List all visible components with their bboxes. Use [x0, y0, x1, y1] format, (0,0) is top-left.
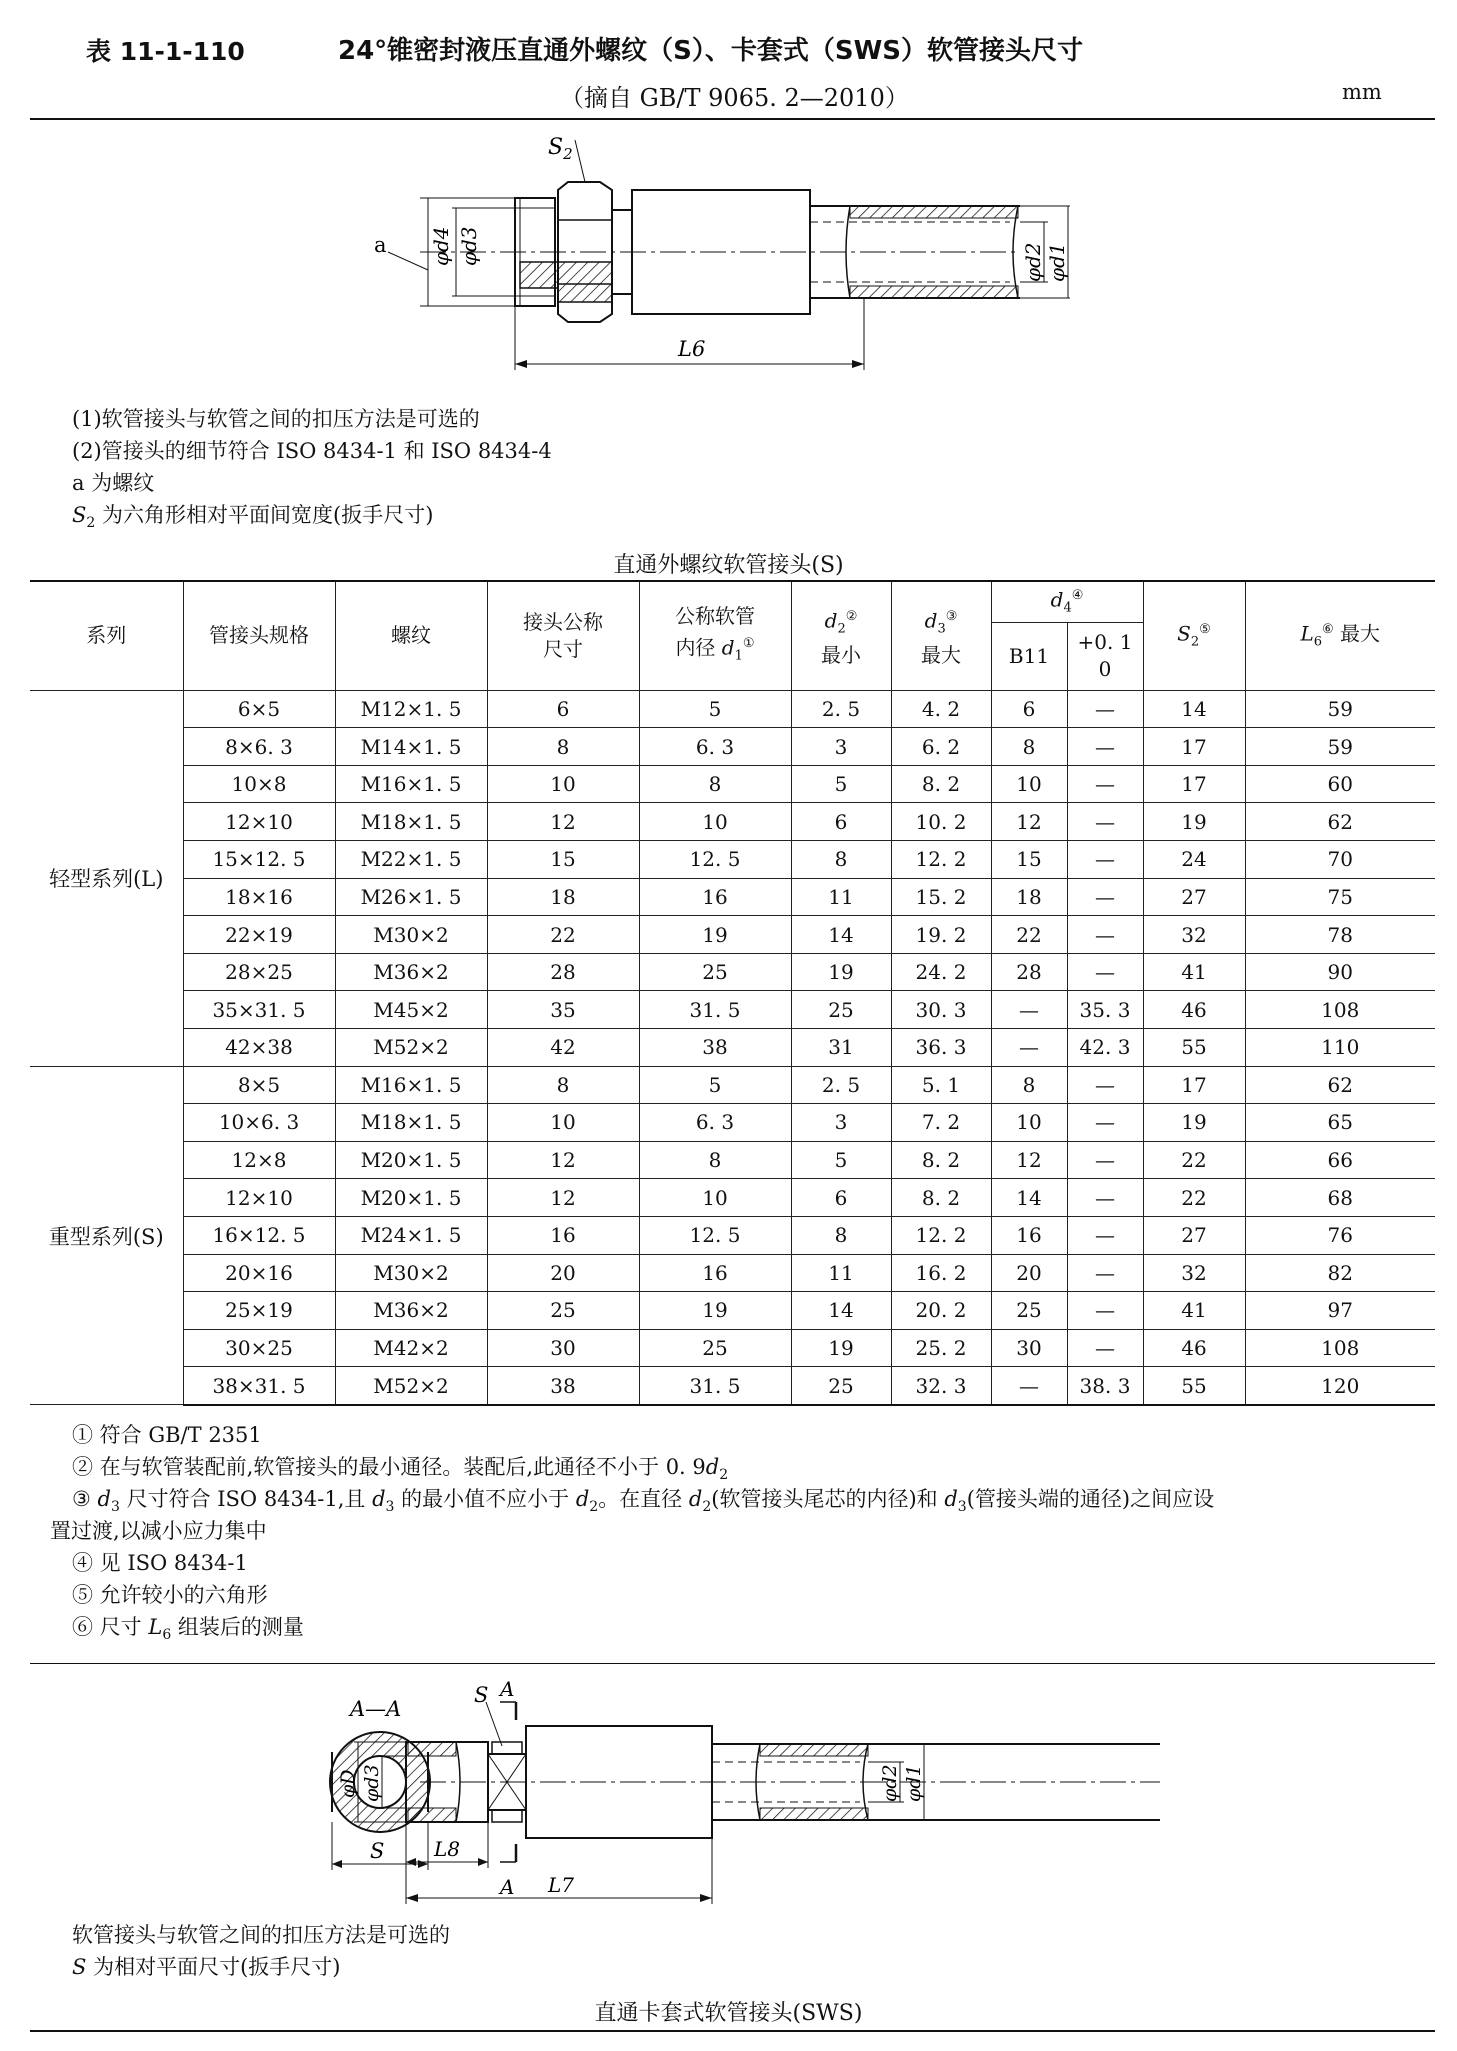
- table-cell: 35×31. 5: [183, 991, 335, 1029]
- header-series: 系列: [30, 581, 183, 690]
- table-cell: 41: [1143, 953, 1245, 991]
- table-cell: M18×1. 5: [335, 803, 487, 841]
- table-cell: 11: [791, 1254, 891, 1292]
- table-cell: —: [1067, 1066, 1143, 1104]
- table-cell: —: [1067, 690, 1143, 728]
- table-number: 表 11-1-110: [86, 37, 245, 66]
- table-cell: 32: [1143, 916, 1245, 954]
- label-s-section: S: [370, 1839, 385, 1863]
- table-cell: 90: [1245, 953, 1435, 991]
- table-cell: 8. 2: [891, 1141, 991, 1179]
- table-cell: 66: [1245, 1141, 1435, 1179]
- table-cell: 24. 2: [891, 953, 991, 991]
- table-cell: 12. 2: [891, 1216, 991, 1254]
- table-cell: 8. 2: [891, 765, 991, 803]
- label-d2-fig2: φd2: [879, 1764, 901, 1802]
- table-cell: 8: [791, 841, 891, 879]
- table-cell: M26×1. 5: [335, 878, 487, 916]
- table-cell: 19. 2: [891, 916, 991, 954]
- table-row: [30, 953, 1435, 991]
- table-cell: 2. 5: [791, 690, 891, 728]
- table-cell: 20: [487, 1254, 639, 1292]
- header-thread: 螺纹: [335, 581, 487, 690]
- table-cell: 16: [639, 1254, 791, 1292]
- table-cell: —: [1067, 1329, 1143, 1367]
- table-cell: 38. 3: [1067, 1367, 1143, 1405]
- table-cell: 6. 3: [639, 1104, 791, 1142]
- table-caption: 直通外螺纹软管接头(S): [613, 553, 844, 578]
- table-cell: 2. 5: [791, 1066, 891, 1104]
- series-cell: 重型系列(S): [30, 1066, 183, 1405]
- table-cell: 31. 5: [639, 991, 791, 1029]
- table-cell: 6: [791, 1179, 891, 1217]
- table-row: [30, 841, 1435, 879]
- label-a-bottom: A: [500, 1875, 515, 1899]
- table-cell: M16×1. 5: [335, 1066, 487, 1104]
- table-cell: 5: [639, 1066, 791, 1104]
- table-cell: 10: [639, 803, 791, 841]
- label-a: a: [374, 233, 387, 257]
- header-d2: $d_2^②$ 最小: [791, 581, 891, 690]
- table-cell: 18: [487, 878, 639, 916]
- note-bottom-2: S 为相对平面尺寸(扳手尺寸): [72, 1955, 341, 1979]
- table-cell: 30×25: [183, 1329, 335, 1367]
- table-cell: 14: [991, 1179, 1067, 1217]
- bottom-rule: [30, 2030, 1435, 2032]
- table-cell: 41: [1143, 1292, 1245, 1330]
- table-cell: 30: [487, 1329, 639, 1367]
- table-cell: 16×12. 5: [183, 1216, 335, 1254]
- table-cell: 10×6. 3: [183, 1104, 335, 1142]
- table-cell: 10×8: [183, 765, 335, 803]
- footnote-6: ⑥ 尺寸 $L_6$ 组装后的测量: [72, 1615, 304, 1644]
- table-cell: 12×10: [183, 1179, 335, 1217]
- table-cell: 25: [791, 991, 891, 1029]
- table-cell: 11: [791, 878, 891, 916]
- table-cell: —: [1067, 728, 1143, 766]
- table-cell: M12×1. 5: [335, 690, 487, 728]
- table-cell: 18×16: [183, 878, 335, 916]
- header-d4: $d_4^④$: [991, 581, 1143, 622]
- table-cell: 31. 5: [639, 1367, 791, 1405]
- table-cell: 22: [1143, 1179, 1245, 1217]
- table-cell: 6. 3: [639, 728, 791, 766]
- table-row: [30, 1216, 1435, 1254]
- label-s: S: [474, 1683, 489, 1707]
- table-cell: M22×1. 5: [335, 841, 487, 879]
- table-row: [30, 1104, 1435, 1142]
- table-cell: 10. 2: [891, 803, 991, 841]
- table-cell: 19: [639, 916, 791, 954]
- table-cell: M36×2: [335, 953, 487, 991]
- table-cell: 25: [487, 1292, 639, 1330]
- table-cell: M30×2: [335, 1254, 487, 1292]
- label-l8: L8: [434, 1837, 461, 1861]
- table-cell: M42×2: [335, 1329, 487, 1367]
- header-d3: $d_3^③$ 最大: [891, 581, 991, 690]
- table-cell: 8×5: [183, 1066, 335, 1104]
- table-cell: M18×1. 5: [335, 1104, 487, 1142]
- table-cell: 6: [991, 690, 1067, 728]
- table-cell: 108: [1245, 1329, 1435, 1367]
- table-cell: 46: [1143, 991, 1245, 1029]
- table-cell: 12. 5: [639, 1216, 791, 1254]
- table-cell: 20. 2: [891, 1292, 991, 1330]
- table-cell: 19: [791, 1329, 891, 1367]
- table-cell: 76: [1245, 1216, 1435, 1254]
- table-cell: 12. 2: [891, 841, 991, 879]
- table-cell: 28×25: [183, 953, 335, 991]
- table-cell: 12×10: [183, 803, 335, 841]
- table-row: [30, 1367, 1435, 1405]
- table-cell: 6: [487, 690, 639, 728]
- table-cell: 17: [1143, 1066, 1245, 1104]
- table-cell: 25: [791, 1367, 891, 1405]
- table-cell: 24: [1143, 841, 1245, 879]
- table-cell: 8: [791, 1216, 891, 1254]
- table-cell: 10: [487, 1104, 639, 1142]
- table-cell: 16: [991, 1216, 1067, 1254]
- table-cell: 65: [1245, 1104, 1435, 1142]
- table-cell: 59: [1245, 690, 1435, 728]
- table-cell: M20×1. 5: [335, 1141, 487, 1179]
- dimension-table: [30, 580, 1435, 1406]
- table-cell: 30. 3: [891, 991, 991, 1029]
- table-row: [30, 1329, 1435, 1367]
- table-cell: 19: [791, 953, 891, 991]
- table-row: [30, 878, 1435, 916]
- footnote-4: ④ 见 ISO 8434-1: [72, 1551, 248, 1575]
- table-cell: —: [1067, 1254, 1143, 1292]
- table-cell: 16: [639, 878, 791, 916]
- label-d4: φd4: [429, 226, 453, 266]
- header-tolerance: +0. 1 0: [1067, 622, 1143, 690]
- table-cell: 14: [791, 916, 891, 954]
- table-cell: 10: [639, 1179, 791, 1217]
- table-cell: 6×5: [183, 690, 335, 728]
- table-cell: 31: [791, 1029, 891, 1067]
- table-cell: 120: [1245, 1367, 1435, 1405]
- footnote-2: ② 在与软管装配前,软管接头的最小通径。装配后,此通径不小于 0. $9d_2$: [72, 1455, 729, 1484]
- table-cell: 110: [1245, 1029, 1435, 1067]
- table-cell: 82: [1245, 1254, 1435, 1292]
- table-cell: 27: [1143, 1216, 1245, 1254]
- header-rule: [30, 118, 1435, 120]
- table-cell: M52×2: [335, 1367, 487, 1405]
- note-top-2: (2)管接头的细节符合 ISO 8434-1 和 ISO 8434-4: [72, 439, 552, 463]
- table-cell: —: [1067, 1216, 1143, 1254]
- header-l6: $L_6^⑥$ 最大: [1245, 581, 1435, 690]
- table-cell: 19: [639, 1292, 791, 1330]
- straight-thread-fitting-drawing: [374, 130, 1080, 390]
- table-cell: 46: [1143, 1329, 1245, 1367]
- bite-type-fitting-drawing: [320, 1672, 1180, 1912]
- unit-label: mm: [1342, 80, 1382, 104]
- table-row: [30, 690, 1435, 728]
- table-cell: 12: [991, 803, 1067, 841]
- note-bottom-1: 软管接头与软管之间的扣压方法是可选的: [72, 1923, 450, 1947]
- table-cell: —: [1067, 803, 1143, 841]
- footnote-3: ③ $d_3$ 尺寸符合 ISO 8434-1,且 $d_3$ 的最小值不应小于 $d_2$。在直径 $d_2$(软管接头尾芯的内径)和 $d_3$(管接头端的通径)之间应设: [72, 1487, 1215, 1516]
- note-top-1: (1)软管接头与软管之间的扣压方法是可选的: [72, 407, 480, 431]
- table-cell: 5: [639, 690, 791, 728]
- label-d1: φd1: [1045, 242, 1069, 282]
- table-cell: —: [1067, 1292, 1143, 1330]
- table-row: [30, 728, 1435, 766]
- table-cell: 16. 2: [891, 1254, 991, 1292]
- table-cell: 8: [639, 765, 791, 803]
- table-cell: 12. 5: [639, 841, 791, 879]
- table-cell: 25: [991, 1292, 1067, 1330]
- table-cell: 78: [1245, 916, 1435, 954]
- table-cell: 38: [487, 1367, 639, 1405]
- table-cell: 8: [487, 1066, 639, 1104]
- table-cell: 60: [1245, 765, 1435, 803]
- table-cell: 3: [791, 728, 891, 766]
- section-label: A—A: [350, 1697, 402, 1721]
- section-rule: [30, 1663, 1435, 1664]
- table-cell: 75: [1245, 878, 1435, 916]
- table-cell: 42×38: [183, 1029, 335, 1067]
- table-cell: 68: [1245, 1179, 1435, 1217]
- header-s2: $S_2^⑤$: [1143, 581, 1245, 690]
- table-body: [30, 690, 1435, 1405]
- table-cell: 12: [487, 1141, 639, 1179]
- table-cell: 5: [791, 1141, 891, 1179]
- series-cell: 轻型系列(L): [30, 690, 183, 1066]
- page-title: 24°锥密封液压直通外螺纹（S）、卡套式（SWS）软管接头尺寸: [338, 36, 1084, 66]
- table-cell: 8: [991, 1066, 1067, 1104]
- table-cell: —: [1067, 1179, 1143, 1217]
- header-nominal: 接头公称 尺寸: [487, 581, 639, 690]
- table-cell: 35. 3: [1067, 991, 1143, 1029]
- table-cell: M14×1. 5: [335, 728, 487, 766]
- table-cell: 108: [1245, 991, 1435, 1029]
- table-cell: 59: [1245, 728, 1435, 766]
- label-d2: φd2: [1021, 242, 1045, 282]
- table-cell: 18: [991, 878, 1067, 916]
- table-cell: M20×1. 5: [335, 1179, 487, 1217]
- table-cell: 6. 2: [891, 728, 991, 766]
- table-cell: 15×12. 5: [183, 841, 335, 879]
- table-cell: 38×31. 5: [183, 1367, 335, 1405]
- table-cell: 62: [1245, 803, 1435, 841]
- footnote-3-cont: 置过渡,以减小应力集中: [50, 1519, 267, 1543]
- table-cell: 12×8: [183, 1141, 335, 1179]
- table-cell: 42. 3: [1067, 1029, 1143, 1067]
- table-cell: —: [991, 991, 1067, 1029]
- table-cell: 19: [1143, 1104, 1245, 1142]
- table-row: [30, 765, 1435, 803]
- table-cell: 10: [487, 765, 639, 803]
- table-cell: 22: [991, 916, 1067, 954]
- table-cell: 7. 2: [891, 1104, 991, 1142]
- table-row: [30, 803, 1435, 841]
- table-cell: 12: [991, 1141, 1067, 1179]
- table-cell: —: [1067, 878, 1143, 916]
- table-cell: 12: [487, 803, 639, 841]
- table-cell: 22: [487, 916, 639, 954]
- table-cell: 20: [991, 1254, 1067, 1292]
- table-cell: 4. 2: [891, 690, 991, 728]
- table-cell: 8: [487, 728, 639, 766]
- footnote-5: ⑤ 允许较小的六角形: [72, 1583, 268, 1607]
- table-cell: 8: [991, 728, 1067, 766]
- footnote-1: ① 符合 GB/T 2351: [72, 1423, 262, 1447]
- table-cell: 14: [1143, 690, 1245, 728]
- table-cell: 32: [1143, 1254, 1245, 1292]
- table-cell: 6: [791, 803, 891, 841]
- header-b11: B11: [991, 622, 1067, 690]
- table-cell: —: [991, 1029, 1067, 1067]
- label-d3: φd3: [457, 226, 481, 266]
- table-cell: 8×6. 3: [183, 728, 335, 766]
- table-cell: 27: [1143, 878, 1245, 916]
- table-row: [30, 991, 1435, 1029]
- table-cell: 20×16: [183, 1254, 335, 1292]
- table-cell: M16×1. 5: [335, 765, 487, 803]
- label-d3-fig2: φd3: [361, 1764, 383, 1802]
- note-top-4: $S_2$ 为六角形相对平面间宽度(扳手尺寸): [72, 503, 434, 532]
- label-d1-fig2: φd1: [903, 1764, 925, 1802]
- table-cell: —: [991, 1367, 1067, 1405]
- table-cell: 3: [791, 1104, 891, 1142]
- table-cell: 97: [1245, 1292, 1435, 1330]
- table-cell: 8. 2: [891, 1179, 991, 1217]
- table-cell: 36. 3: [891, 1029, 991, 1067]
- table-cell: —: [1067, 916, 1143, 954]
- label-a-top: A: [500, 1677, 515, 1701]
- table-cell: M36×2: [335, 1292, 487, 1330]
- table-cell: 15. 2: [891, 878, 991, 916]
- table-cell: 38: [639, 1029, 791, 1067]
- table-row: [30, 1029, 1435, 1067]
- label-l6: L6: [678, 337, 706, 361]
- header-hose-bore: 公称软管 内径 $d_1^①$: [639, 581, 791, 690]
- table-cell: 25×19: [183, 1292, 335, 1330]
- table-row: [30, 1254, 1435, 1292]
- label-l7: L7: [548, 1873, 575, 1897]
- table-cell: 25: [639, 1329, 791, 1367]
- table-row: [30, 916, 1435, 954]
- note-top-3: a 为螺纹: [72, 471, 155, 495]
- table-cell: 22: [1143, 1141, 1245, 1179]
- table-cell: 10: [991, 1104, 1067, 1142]
- table-cell: 17: [1143, 765, 1245, 803]
- table-row: [30, 1179, 1435, 1217]
- table-cell: 62: [1245, 1066, 1435, 1104]
- table-cell: 10: [991, 765, 1067, 803]
- table-row: [30, 1292, 1435, 1330]
- table-cell: —: [1067, 1141, 1143, 1179]
- table-cell: 35: [487, 991, 639, 1029]
- table-cell: 42: [487, 1029, 639, 1067]
- label-d: φD: [337, 1769, 359, 1798]
- table-cell: 55: [1143, 1029, 1245, 1067]
- table-cell: 28: [487, 953, 639, 991]
- table-cell: 28: [991, 953, 1067, 991]
- label-s2: $S_2$: [548, 135, 573, 163]
- table-cell: M45×2: [335, 991, 487, 1029]
- table-cell: 22×19: [183, 916, 335, 954]
- table-cell: 25: [639, 953, 791, 991]
- table-cell: 16: [487, 1216, 639, 1254]
- page-subtitle: （摘自 GB/T 9065. 2—2010）: [560, 84, 909, 112]
- table-cell: 8: [639, 1141, 791, 1179]
- table-cell: 30: [991, 1329, 1067, 1367]
- table-cell: 70: [1245, 841, 1435, 879]
- table-cell: 19: [1143, 803, 1245, 841]
- table-row: [30, 1141, 1435, 1179]
- table-cell: 32. 3: [891, 1367, 991, 1405]
- header-size: 管接头规格: [183, 581, 335, 690]
- table-cell: 5: [791, 765, 891, 803]
- table-cell: 15: [991, 841, 1067, 879]
- table-cell: 12: [487, 1179, 639, 1217]
- table-cell: 17: [1143, 728, 1245, 766]
- table-cell: M30×2: [335, 916, 487, 954]
- table-cell: 15: [487, 841, 639, 879]
- table-cell: —: [1067, 841, 1143, 879]
- table-cell: 55: [1143, 1367, 1245, 1405]
- table-cell: M52×2: [335, 1029, 487, 1067]
- table-cell: 14: [791, 1292, 891, 1330]
- table-cell: 25. 2: [891, 1329, 991, 1367]
- table-cell: —: [1067, 1104, 1143, 1142]
- table-cell: —: [1067, 765, 1143, 803]
- table-cell: M24×1. 5: [335, 1216, 487, 1254]
- bottom-caption: 直通卡套式软管接头(SWS): [594, 2001, 863, 2026]
- table-cell: —: [1067, 953, 1143, 991]
- table-row: [30, 1066, 1435, 1104]
- table-cell: 5. 1: [891, 1066, 991, 1104]
